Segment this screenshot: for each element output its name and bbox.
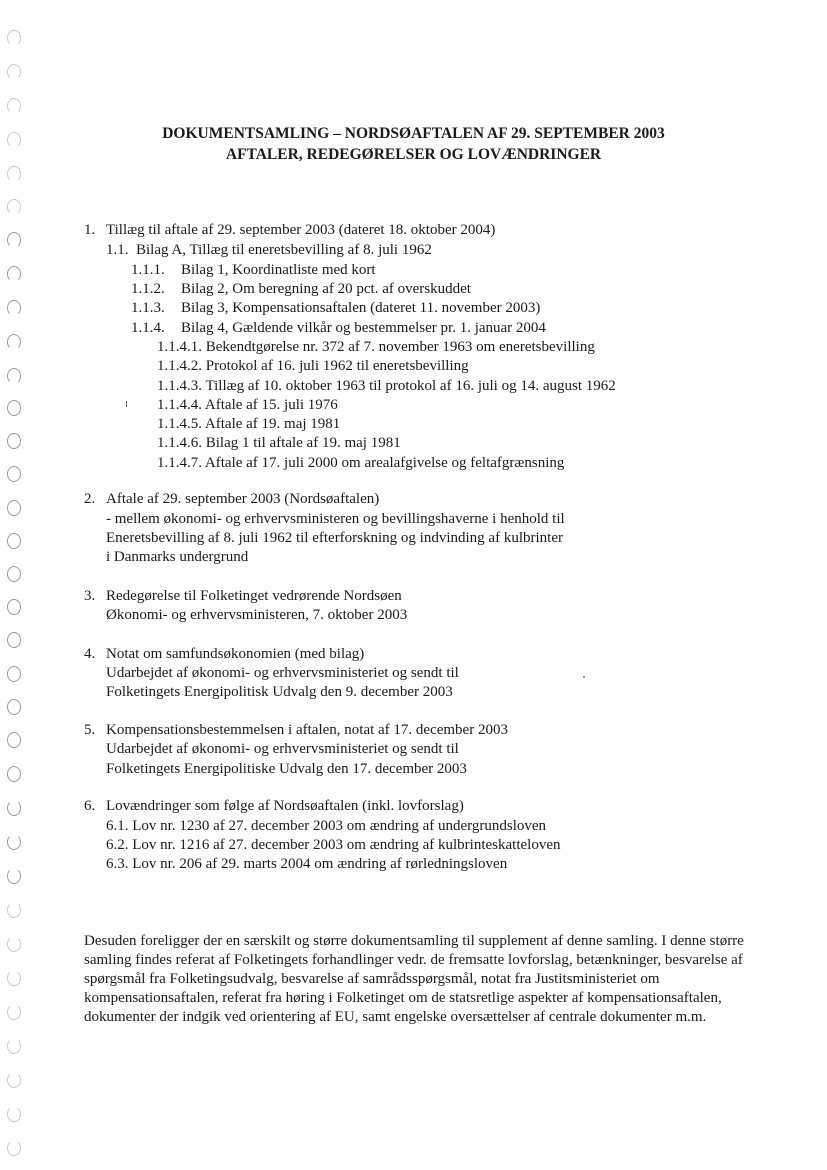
binder-hole: [7, 98, 21, 114]
list-item-detail: - mellem økonomi- og erhvervsministeren og bevillingshaverne i henhold til: [106, 511, 565, 527]
binder-hole: [7, 1106, 21, 1122]
list-item-detail: Udarbejdet af økonomi- og erhvervsministeriet og sendt til: [106, 741, 459, 757]
list-item-detail: Folketingets Energipolitiske Udvalg den 17. december 2003: [106, 761, 467, 777]
item-number: 5.: [84, 722, 96, 738]
scan-mark: [126, 401, 127, 407]
binder-hole: [7, 334, 21, 350]
list-item: Tillæg til aftale af 29. september 2003 (dateret 18. oktober 2004): [106, 222, 496, 238]
subitem-number: 1.1.: [106, 242, 129, 258]
list-item: Kompensationsbestemmelsen i aftalen, notat af 17. december 2003: [106, 722, 508, 738]
binder-hole: [7, 800, 21, 816]
list-item: Bilag 1, Koordinatliste med kort: [181, 262, 376, 278]
document-subtitle: AFTALER, REDEGØRELSER OG LOVÆNDRINGER: [225, 146, 602, 163]
subitem-number: 1.1.1.: [131, 262, 165, 278]
binder-hole: [7, 766, 21, 782]
binder-hole: [7, 732, 21, 748]
binder-hole: [7, 1004, 21, 1020]
binder-hole: [7, 400, 21, 416]
binder-hole: [7, 433, 21, 449]
binder-hole: [7, 632, 21, 648]
item-number: 4.: [84, 646, 96, 662]
binder-hole: [7, 1072, 21, 1088]
list-item: Redegørelse til Folketinget vedrørende Nordsøen: [106, 588, 402, 604]
list-item-detail: i Danmarks undergrund: [106, 549, 249, 565]
binder-hole: [7, 64, 21, 80]
binder-hole: [7, 970, 21, 986]
binder-hole: [7, 500, 21, 516]
item-number: 1.: [84, 222, 96, 238]
list-item: Notat om samfundsøkonomien (med bilag): [106, 646, 365, 662]
list-item: 1.1.4.3. Tillæg af 10. oktober 1963 til protokol af 16. juli og 14. august 1962: [157, 378, 616, 394]
binder-hole: [7, 368, 21, 384]
list-item: 1.1.4.7. Aftale af 17. juli 2000 om arealafgivelse og feltafgrænsning: [157, 455, 565, 471]
list-item: 1.1.4.6. Bilag 1 til aftale af 19. maj 1981: [157, 435, 401, 451]
binder-hole: [7, 466, 21, 482]
list-item: 1.1.4.4. Aftale af 15. juli 1976: [157, 397, 338, 413]
binder-hole: [7, 232, 21, 248]
list-item: 6.2. Lov nr. 1216 af 27. december 2003 om ændring af kulbrinteskatteloven: [106, 837, 561, 853]
binder-hole: [7, 166, 21, 182]
list-item: Aftale af 29. september 2003 (Nordsøaftalen): [106, 491, 380, 507]
subitem-number: 1.1.4.: [131, 320, 165, 336]
list-item: 1.1.4.2. Protokol af 16. juli 1962 til eneretsbevilling: [157, 358, 469, 374]
list-item: 1.1.4.1. Bekendtgørelse nr. 372 af 7. november 1963 om eneretsbevilling: [157, 339, 595, 355]
list-item-detail: Økonomi- og erhvervsministeren, 7. oktober 2003: [106, 607, 408, 623]
binder-holes: [0, 0, 40, 1170]
binder-hole: [7, 266, 21, 282]
binder-hole: [7, 936, 21, 952]
list-item-detail: Folketingets Energipolitisk Udvalg den 9. december 2003: [106, 684, 453, 700]
binder-hole: [7, 868, 21, 884]
item-number: 2.: [84, 491, 96, 507]
list-item: 1.1.4.5. Aftale af 19. maj 1981: [157, 416, 341, 432]
list-item: 6.3. Lov nr. 206 af 29. marts 2004 om ændring af rørledningsloven: [106, 856, 508, 872]
subitem-number: 1.1.2.: [131, 281, 165, 297]
list-item: Bilag 2, Om beregning af 20 pct. af overskuddet: [181, 281, 471, 297]
closing-paragraph: Desuden foreligger der en særskilt og større dokumentsamling til supplement af denne samling. I denne større samling findes referat af Folketingets forhandlinger vedr. de fremsatte lovforslag, betænkninger, besvarelse af spørgsmål fra Folketingsudvalg, besvarelse af samrådsspørgsmål, notat fra Justitsministeriet om kompensationsaftalen, referat fra høring i Folketinget om de statsretlige aspekter af kompensationsaftalen, dokumenter der indgik ved orientering af EU, samt engelske oversættelser af centrale dokumenter m.m.: [84, 933, 744, 1025]
list-item: Bilag A, Tillæg til eneretsbevilling af 8. juli 1962: [136, 242, 432, 258]
list-item-detail: Udarbejdet af økonomi- og erhvervsministeriet og sendt til: [106, 665, 459, 681]
binder-hole: [7, 300, 21, 316]
binder-hole: [7, 834, 21, 850]
list-item: Bilag 4, Gældende vilkår og bestemmelser pr. 1. januar 2004: [181, 320, 546, 336]
document-title: DOKUMENTSAMLING – NORDSØAFTALEN AF 29. SEPTEMBER 2003: [162, 125, 665, 142]
item-number: 3.: [84, 588, 96, 604]
list-item: Bilag 3, Kompensationsaftalen (dateret 11. november 2003): [181, 300, 541, 316]
list-item-detail: Eneretsbevilling af 8. juli 1962 til efterforskning og indvinding af kulbrinter: [106, 530, 563, 546]
binder-hole: [7, 1038, 21, 1054]
binder-hole: [7, 902, 21, 918]
list-item: 6.1. Lov nr. 1230 af 27. december 2003 om ændring af undergrundsloven: [106, 818, 547, 834]
binder-hole: [7, 30, 21, 46]
binder-hole: [7, 666, 21, 682]
binder-hole: [7, 533, 21, 549]
binder-hole: [7, 699, 21, 715]
binder-hole: [7, 599, 21, 615]
item-number: 6.: [84, 798, 96, 814]
scan-speck: [583, 676, 585, 678]
list-item: Lovændringer som følge af Nordsøaftalen (inkl. lovforslag): [106, 798, 464, 814]
subitem-number: 1.1.3.: [131, 300, 165, 316]
binder-hole: [7, 566, 21, 582]
binder-hole: [7, 199, 21, 215]
binder-hole: [7, 1140, 21, 1156]
